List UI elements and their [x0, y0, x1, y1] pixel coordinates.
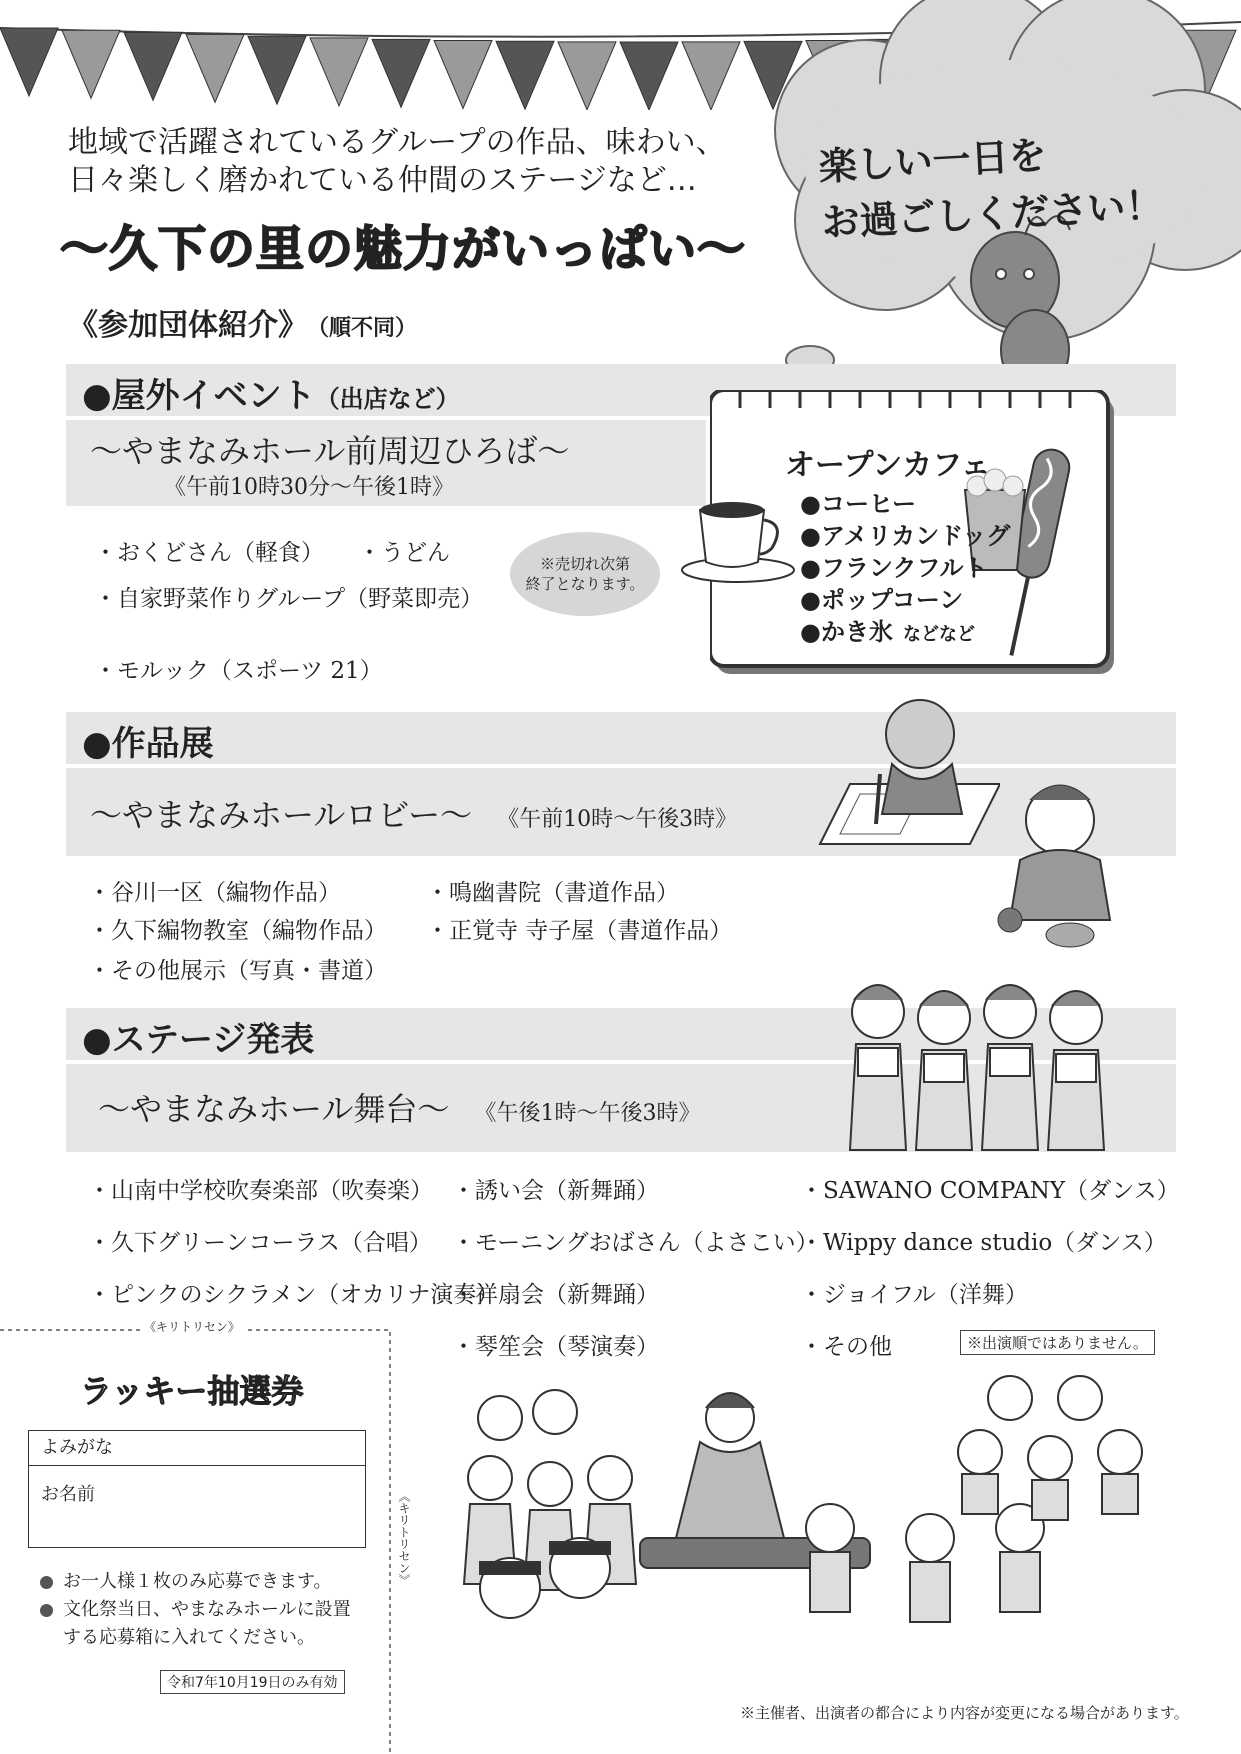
intro-line-1: 地域で活躍されているグループの作品、味わい、	[68, 125, 726, 160]
performers-illustration	[460, 1368, 1160, 1668]
furigana-field[interactable]: よみがな	[29, 1431, 365, 1466]
stage-col2-item-3: ・祥扇会（新舞踊）	[452, 1282, 659, 1308]
bunting-flag	[0, 28, 58, 96]
validity-note: 令和7年10月19日のみ有効	[160, 1670, 345, 1694]
exhibition-venue-line	[90, 790, 737, 836]
stage-col2-item-1: ・誘い会（新舞踊）	[452, 1178, 659, 1204]
coffee-cup-illustration	[678, 490, 798, 586]
headline: 〜久下の里の魅力がいっぱい〜	[60, 221, 747, 277]
ticket-note-2-text: 文化祭当日、やまなみホールに設置	[63, 1599, 351, 1620]
bunting-flag	[124, 32, 182, 100]
exhibition-heading-bar	[66, 712, 1176, 764]
bunting-flag	[186, 34, 244, 102]
groups-order-note: （順不同）	[318, 316, 418, 341]
stage-venue-line	[98, 1084, 700, 1130]
cafe-title: オープンカフェ	[785, 448, 991, 483]
outdoor-item-2: ・うどん	[358, 540, 450, 566]
stage-col1-item-2: ・久下グリーンコーラス（合唱）	[88, 1230, 432, 1256]
cloud-line-1: 楽しい一日を	[817, 133, 1048, 189]
stage-col2-item-2: ・モーニングおばさん（よさこい）	[452, 1230, 819, 1256]
stage-col3-item-3: ・ジョイフル（洋舞）	[800, 1282, 1028, 1308]
sold-out-note	[510, 532, 660, 616]
cafe-item-american-dog: ●アメリカンドッグ	[800, 522, 1011, 550]
cafe-etc: などなど	[902, 624, 975, 645]
cut-label-top: 《キリトリセン》	[140, 1318, 244, 1335]
stage-time: 《午後1時〜午後3時》	[474, 1101, 701, 1126]
name-field[interactable]: お名前	[41, 1484, 95, 1505]
entry-form	[28, 1430, 366, 1548]
footer-note: ※主催者、出演者の都合により内容が変更になる場合があります。	[740, 1704, 1189, 1722]
choir-illustration	[840, 964, 1112, 1154]
exhibition-item-3: ・その他展示（写真・書道）	[88, 958, 387, 984]
bunting-flag	[620, 42, 678, 110]
cafe-item-popcorn: ●ポップコーン	[800, 586, 964, 614]
exhibition-item-4: ・鳴幽書院（書道作品）	[426, 880, 679, 906]
sold-out-note-1: ※売切れ次第	[539, 555, 630, 573]
stage-heading: ●ステージ発表	[82, 1020, 315, 1060]
ticket-note-3: する応募箱に入れてください。	[63, 1627, 315, 1648]
intro-line-2: 日々楽しく磨かれている仲間のステージなど…	[68, 163, 697, 198]
sold-out-note-2: 終了となります。	[525, 575, 645, 593]
lottery-ticket-title: ラッキー抽選券	[80, 1372, 304, 1410]
bunting-flag	[62, 30, 120, 98]
cafe-menu	[800, 488, 1010, 651]
stage-col1-item-3: ・ピンクのシクラメン（オカリナ演奏）	[88, 1282, 500, 1308]
stage-col1-item-1: ・山南中学校吹奏楽部（吹奏楽）	[88, 1178, 433, 1204]
exhibition-venue: 〜やまなみホールロビー〜	[90, 796, 473, 834]
groups-title-label: 《参加団体紹介》	[68, 308, 308, 343]
cafe-item-frankfurt: ●フランクフルト	[800, 554, 988, 582]
stage-col2-item-4: ・琴笙会（琴演奏）	[452, 1334, 659, 1360]
outdoor-time: 《午前10時30分〜午後1時》	[164, 475, 454, 500]
cafe-item-shaved-ice-label: ●かき氷	[800, 618, 893, 646]
order-note: ※出演順ではありません。	[960, 1330, 1155, 1355]
outdoor-venue: 〜やまなみホール前周辺ひろば〜	[90, 432, 570, 470]
cloud-line-2: お過ごしください！	[820, 183, 1165, 245]
exhibition-item-5: ・正覚寺 寺子屋（書道作品）	[426, 918, 733, 944]
exhibition-time: 《午前10時〜午後3時》	[497, 807, 738, 832]
cut-label-side: 《キリトリセン》	[397, 1490, 411, 1586]
cafe-item-coffee: ●コーヒー	[800, 490, 916, 518]
outdoor-heading-sub: （出店など）	[315, 385, 460, 413]
ticket-note-1-text: お一人様１枚のみ応募できます。	[63, 1571, 332, 1592]
bunting-flag	[310, 38, 368, 106]
bunting-flag	[496, 41, 554, 109]
exhibition-heading: ●作品展	[82, 724, 214, 764]
calligraphy-illustration	[800, 694, 1000, 870]
bunting-flag	[434, 40, 492, 108]
intro-text	[68, 124, 726, 200]
ticket-note-2	[40, 1596, 351, 1624]
stage-col3-item-2: ・Wippy dance studio（ダンス）	[800, 1230, 1167, 1256]
stage-col3-item-1: ・SAWANO COMPANY（ダンス）	[800, 1178, 1180, 1204]
stage-venue: 〜やまなみホール舞台〜	[98, 1090, 450, 1128]
exhibition-item-2: ・久下編物教室（編物作品）	[88, 918, 387, 944]
outdoor-item-3: ・自家野菜作りグループ（野菜即売）	[94, 586, 484, 612]
stage-col3-item-4: ・その他	[800, 1334, 892, 1360]
groups-title	[68, 300, 417, 344]
knitting-illustration	[990, 770, 1130, 950]
ticket-note-1	[40, 1568, 351, 1596]
cafe-item-shaved-ice	[800, 616, 1010, 651]
exhibition-item-1: ・谷川一区（編物作品）	[88, 880, 341, 906]
outdoor-heading	[82, 368, 460, 417]
bunting-flag	[372, 39, 430, 107]
bunting-flag	[558, 42, 616, 110]
outdoor-item-1: ・おくどさん（軽食）	[94, 540, 324, 566]
outdoor-heading-label: ●屋外イベント	[82, 376, 316, 416]
bunting-flag	[682, 42, 740, 110]
outdoor-item-4: ・モルック（スポーツ 21）	[94, 658, 383, 684]
ticket-notes	[40, 1568, 351, 1652]
bunting-flag	[248, 36, 306, 104]
cloud-message	[817, 121, 1164, 251]
